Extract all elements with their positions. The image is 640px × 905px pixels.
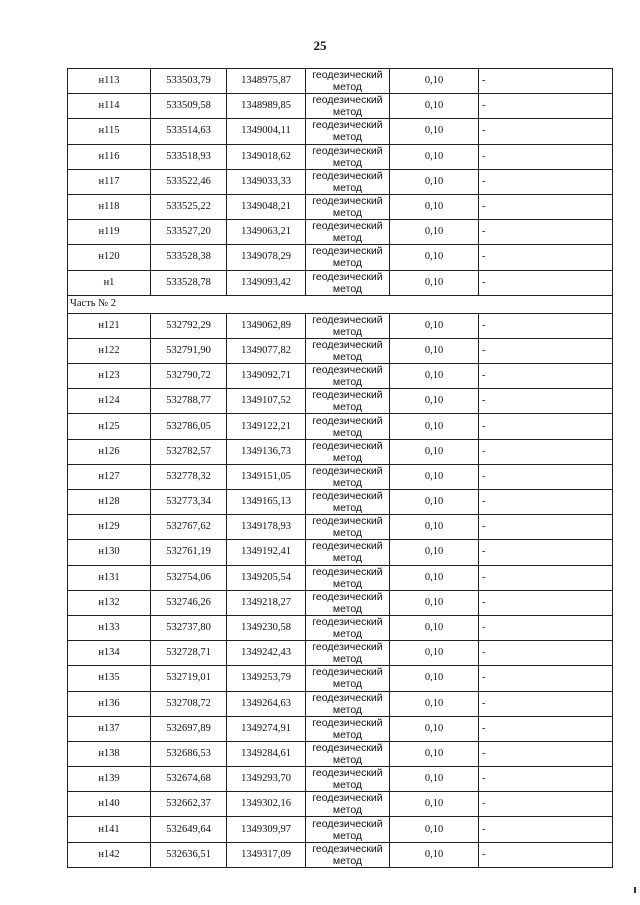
accuracy-cell: 0,10 [390,245,479,270]
method-cell: геодезический метод [306,389,390,414]
x-coordinate-cell: 532719,01 [151,666,227,691]
table-row [68,389,613,414]
point-name-cell: н122 [68,338,151,363]
y-coordinate-cell: 1349309,97 [227,817,306,842]
y-coordinate-cell: 1349004,11 [227,119,306,144]
y-coordinate-cell: 1349178,93 [227,515,306,540]
note-cell: - [479,119,613,144]
note-cell: - [479,439,613,464]
method-cell: геодезический метод [306,540,390,565]
note-cell: - [479,364,613,389]
x-coordinate-cell: 533514,63 [151,119,227,144]
method-cell: геодезический метод [306,792,390,817]
note-cell: - [479,741,613,766]
note-cell: - [479,842,613,867]
y-coordinate-cell: 1349293,70 [227,767,306,792]
accuracy-cell: 0,10 [390,270,479,295]
accuracy-cell: 0,10 [390,515,479,540]
table-row [68,439,613,464]
point-name-cell: н141 [68,817,151,842]
point-name-cell: н123 [68,364,151,389]
x-coordinate-cell: 532728,71 [151,641,227,666]
method-cell: геодезический метод [306,615,390,640]
accuracy-cell: 0,10 [390,94,479,119]
method-cell: геодезический метод [306,716,390,741]
y-coordinate-cell: 1349317,09 [227,842,306,867]
table-row [68,490,613,515]
y-coordinate-cell: 1349122,21 [227,414,306,439]
accuracy-cell: 0,10 [390,666,479,691]
method-cell: геодезический метод [306,270,390,295]
y-coordinate-cell: 1349062,89 [227,313,306,338]
point-name-cell: н113 [68,69,151,94]
x-coordinate-cell: 532737,80 [151,615,227,640]
accuracy-cell: 0,10 [390,565,479,590]
table-row [68,641,613,666]
accuracy-cell: 0,10 [390,194,479,219]
accuracy-cell: 0,10 [390,741,479,766]
y-coordinate-cell: 1349151,05 [227,464,306,489]
point-name-cell: н117 [68,169,151,194]
accuracy-cell: 0,10 [390,464,479,489]
x-coordinate-cell: 532674,68 [151,767,227,792]
x-coordinate-cell: 533528,78 [151,270,227,295]
point-name-cell: н1 [68,270,151,295]
note-cell: - [479,666,613,691]
method-cell: геодезический метод [306,439,390,464]
x-coordinate-cell: 532791,90 [151,338,227,363]
table-row [68,842,613,867]
accuracy-cell: 0,10 [390,389,479,414]
point-name-cell: н115 [68,119,151,144]
point-name-cell: н121 [68,313,151,338]
point-name-cell: н124 [68,389,151,414]
x-coordinate-cell: 532697,89 [151,716,227,741]
point-name-cell: н119 [68,220,151,245]
method-cell: геодезический метод [306,565,390,590]
note-cell: - [479,169,613,194]
note-cell: - [479,220,613,245]
point-name-cell: н135 [68,666,151,691]
point-name-cell: н137 [68,716,151,741]
method-cell: геодезический метод [306,338,390,363]
table-row [68,792,613,817]
accuracy-cell: 0,10 [390,490,479,515]
y-coordinate-cell: 1349264,63 [227,691,306,716]
y-coordinate-cell: 1349165,13 [227,490,306,515]
x-coordinate-cell: 532761,19 [151,540,227,565]
y-coordinate-cell: 1348975,87 [227,69,306,94]
scan-edge-mark [634,887,636,893]
note-cell: - [479,270,613,295]
accuracy-cell: 0,10 [390,144,479,169]
note-cell: - [479,144,613,169]
accuracy-cell: 0,10 [390,691,479,716]
accuracy-cell: 0,10 [390,169,479,194]
accuracy-cell: 0,10 [390,817,479,842]
method-cell: геодезический метод [306,364,390,389]
point-name-cell: н138 [68,741,151,766]
note-cell: - [479,245,613,270]
note-cell: - [479,716,613,741]
method-cell: геодезический метод [306,767,390,792]
x-coordinate-cell: 533509,58 [151,94,227,119]
accuracy-cell: 0,10 [390,414,479,439]
y-coordinate-cell: 1349092,71 [227,364,306,389]
y-coordinate-cell: 1349253,79 [227,666,306,691]
point-name-cell: н129 [68,515,151,540]
x-coordinate-cell: 532662,37 [151,792,227,817]
accuracy-cell: 0,10 [390,439,479,464]
x-coordinate-cell: 532708,72 [151,691,227,716]
method-cell: геодезический метод [306,817,390,842]
point-name-cell: н128 [68,490,151,515]
method-cell: геодезический метод [306,691,390,716]
method-cell: геодезический метод [306,119,390,144]
point-name-cell: н116 [68,144,151,169]
method-cell: геодезический метод [306,590,390,615]
y-coordinate-cell: 1349274,91 [227,716,306,741]
x-coordinate-cell: 532636,51 [151,842,227,867]
point-name-cell: н127 [68,464,151,489]
x-coordinate-cell: 532778,32 [151,464,227,489]
method-cell: геодезический метод [306,490,390,515]
accuracy-cell: 0,10 [390,69,479,94]
x-coordinate-cell: 532786,05 [151,414,227,439]
method-cell: геодезический метод [306,741,390,766]
table-row [68,540,613,565]
method-cell: геодезический метод [306,194,390,219]
y-coordinate-cell: 1349093,42 [227,270,306,295]
note-cell: - [479,792,613,817]
accuracy-cell: 0,10 [390,792,479,817]
section-header-row [68,295,613,313]
point-name-cell: н120 [68,245,151,270]
y-coordinate-cell: 1349242,43 [227,641,306,666]
note-cell: - [479,615,613,640]
note-cell: - [479,565,613,590]
table-row [68,144,613,169]
x-coordinate-cell: 532773,34 [151,490,227,515]
x-coordinate-cell: 532767,62 [151,515,227,540]
accuracy-cell: 0,10 [390,767,479,792]
method-cell: геодезический метод [306,144,390,169]
table-row [68,270,613,295]
accuracy-cell: 0,10 [390,364,479,389]
x-coordinate-cell: 532792,29 [151,313,227,338]
note-cell: - [479,464,613,489]
note-cell: - [479,540,613,565]
accuracy-cell: 0,10 [390,313,479,338]
point-name-cell: н114 [68,94,151,119]
table-row [68,364,613,389]
note-cell: - [479,94,613,119]
y-coordinate-cell: 1349205,54 [227,565,306,590]
point-name-cell: н142 [68,842,151,867]
note-cell: - [479,389,613,414]
note-cell: - [479,194,613,219]
point-name-cell: н140 [68,792,151,817]
method-cell: геодезический метод [306,515,390,540]
method-cell: геодезический метод [306,464,390,489]
section-label: Часть № 2 [68,295,613,313]
y-coordinate-cell: 1349048,21 [227,194,306,219]
x-coordinate-cell: 532686,53 [151,741,227,766]
method-cell: геодезический метод [306,94,390,119]
note-cell: - [479,414,613,439]
table-row [68,565,613,590]
method-cell: геодезический метод [306,666,390,691]
method-cell: геодезический метод [306,220,390,245]
note-cell: - [479,490,613,515]
y-coordinate-cell: 1349107,52 [227,389,306,414]
y-coordinate-cell: 1349284,61 [227,741,306,766]
table-row [68,615,613,640]
x-coordinate-cell: 532782,57 [151,439,227,464]
x-coordinate-cell: 533528,38 [151,245,227,270]
note-cell: - [479,590,613,615]
note-cell: - [479,691,613,716]
note-cell: - [479,338,613,363]
table-row [68,220,613,245]
table-row [68,716,613,741]
x-coordinate-cell: 533522,46 [151,169,227,194]
y-coordinate-cell: 1349230,58 [227,615,306,640]
table-row [68,194,613,219]
x-coordinate-cell: 533503,79 [151,69,227,94]
x-coordinate-cell: 532788,77 [151,389,227,414]
method-cell: геодезический метод [306,313,390,338]
point-name-cell: н126 [68,439,151,464]
table-row [68,590,613,615]
method-cell: геодезический метод [306,414,390,439]
table-row [68,313,613,338]
accuracy-cell: 0,10 [390,220,479,245]
table-row [68,119,613,144]
method-cell: геодезический метод [306,842,390,867]
y-coordinate-cell: 1349063,21 [227,220,306,245]
accuracy-cell: 0,10 [390,119,479,144]
y-coordinate-cell: 1349077,82 [227,338,306,363]
table-row [68,464,613,489]
accuracy-cell: 0,10 [390,540,479,565]
y-coordinate-cell: 1349018,62 [227,144,306,169]
coordinates-table [67,68,613,868]
accuracy-cell: 0,10 [390,716,479,741]
y-coordinate-cell: 1349302,16 [227,792,306,817]
y-coordinate-cell: 1349078,29 [227,245,306,270]
table-row [68,69,613,94]
x-coordinate-cell: 533518,93 [151,144,227,169]
note-cell: - [479,69,613,94]
table-row [68,414,613,439]
accuracy-cell: 0,10 [390,842,479,867]
x-coordinate-cell: 533525,22 [151,194,227,219]
x-coordinate-cell: 532746,26 [151,590,227,615]
x-coordinate-cell: 533527,20 [151,220,227,245]
x-coordinate-cell: 532790,72 [151,364,227,389]
point-name-cell: н132 [68,590,151,615]
y-coordinate-cell: 1349136,73 [227,439,306,464]
table-row [68,94,613,119]
method-cell: геодезический метод [306,245,390,270]
point-name-cell: н130 [68,540,151,565]
accuracy-cell: 0,10 [390,641,479,666]
point-name-cell: н131 [68,565,151,590]
table-row [68,338,613,363]
note-cell: - [479,641,613,666]
y-coordinate-cell: 1348989,85 [227,94,306,119]
table-row [68,666,613,691]
table-row [68,515,613,540]
table-row [68,741,613,766]
y-coordinate-cell: 1349192,41 [227,540,306,565]
point-name-cell: н118 [68,194,151,219]
x-coordinate-cell: 532649,64 [151,817,227,842]
x-coordinate-cell: 532754,06 [151,565,227,590]
y-coordinate-cell: 1349033,33 [227,169,306,194]
table-row [68,245,613,270]
note-cell: - [479,817,613,842]
accuracy-cell: 0,10 [390,338,479,363]
table-row [68,817,613,842]
table-row [68,691,613,716]
table-row [68,767,613,792]
coordinates-table-body [68,69,613,868]
note-cell: - [479,515,613,540]
point-name-cell: н136 [68,691,151,716]
point-name-cell: н125 [68,414,151,439]
page-number: 25 [313,38,327,53]
table-row [68,169,613,194]
method-cell: геодезический метод [306,641,390,666]
accuracy-cell: 0,10 [390,615,479,640]
point-name-cell: н139 [68,767,151,792]
note-cell: - [479,767,613,792]
method-cell: геодезический метод [306,169,390,194]
point-name-cell: н134 [68,641,151,666]
accuracy-cell: 0,10 [390,590,479,615]
point-name-cell: н133 [68,615,151,640]
y-coordinate-cell: 1349218,27 [227,590,306,615]
method-cell: геодезический метод [306,69,390,94]
note-cell: - [479,313,613,338]
